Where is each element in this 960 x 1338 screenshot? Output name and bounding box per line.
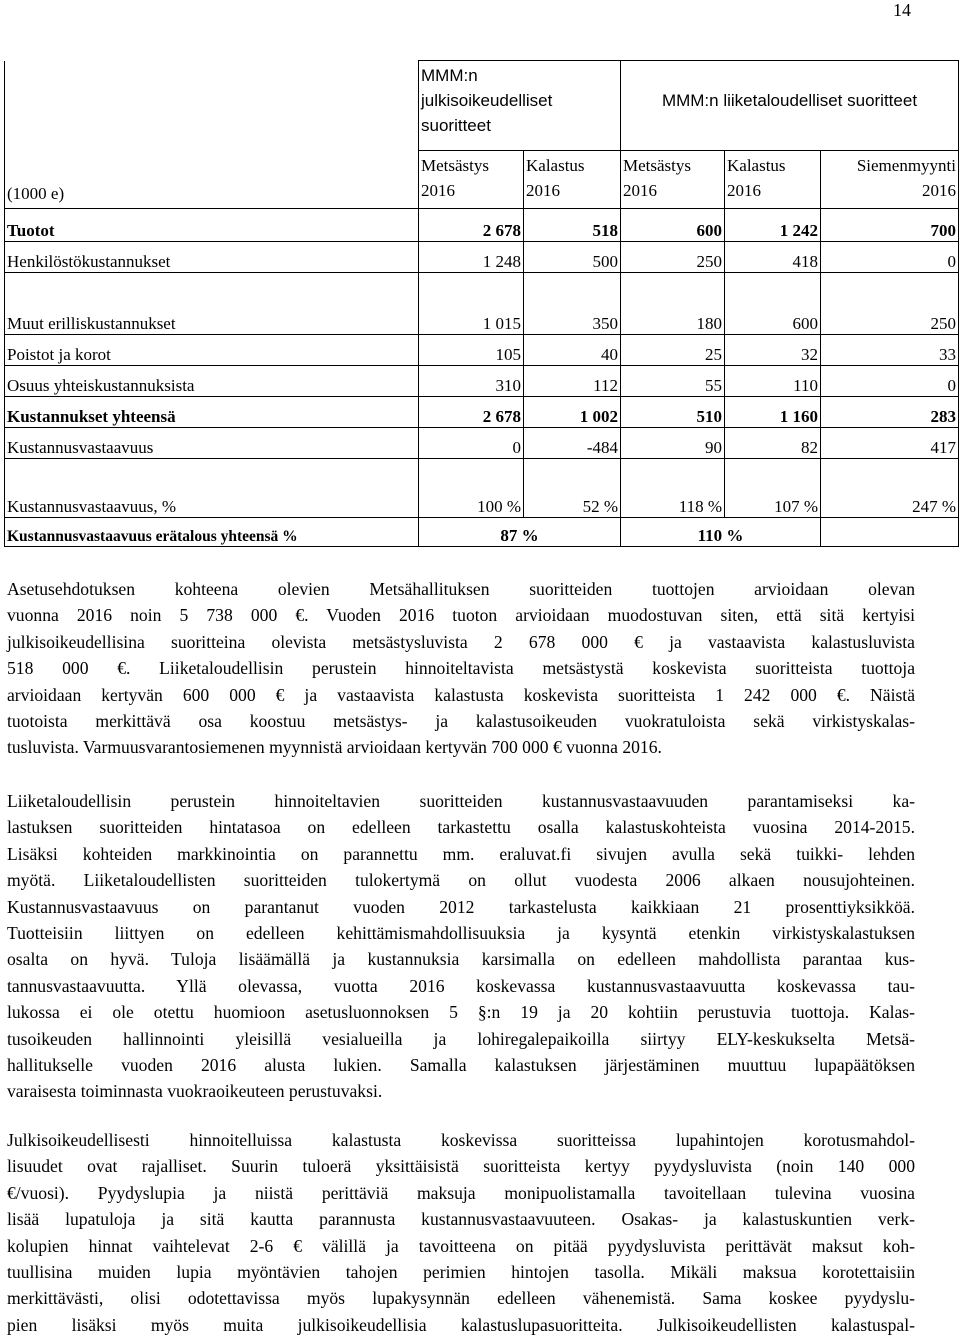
row-label: Tuotot	[5, 209, 419, 242]
cell-value: 0	[419, 428, 524, 459]
cell-value: 1 160	[725, 397, 821, 428]
text-line: Julkisoikeudellisesti hinnoitelluissa kalastusta koskevissa suoritteissa lupahintojen korotusmahdol-	[7, 1130, 915, 1150]
cell-value: 112	[524, 366, 621, 397]
public-group-header	[419, 61, 621, 151]
column-header-year: 2016	[421, 181, 455, 200]
cell-value: 0	[821, 366, 959, 397]
cell-value: 0	[821, 242, 959, 273]
row-label: Osuus yhteiskustannuksista	[5, 366, 419, 397]
text-line: 518 000 €. Liiketaloudellisin perustein hinnoiteltavista metsästystä koskevista suoritteista tuottoja	[7, 658, 915, 679]
text-line: tusluvista. Varmuusvarantosiemenen myynnistä arvioidaan kertyvän 700 000 € vuonna 2016.	[7, 737, 662, 758]
cell-value: 40	[524, 335, 621, 366]
total-business-value: 110 %	[621, 518, 821, 547]
text-line: €/vuosi). Pyydyslupia ja niistä perittäviä maksuja monipuolistamalla tavoitellaan tulevina vuosina	[7, 1182, 915, 1203]
cell-value: 250	[821, 273, 959, 335]
text-line: pien lisäksi myös muita julkisoikeudellisia kalastuslupasuoritteita. Julkisoikeudellisten kalastuspal-	[7, 1314, 915, 1335]
cell-value: 700	[821, 209, 959, 242]
table-row	[5, 366, 959, 397]
row-label: Poistot ja korot	[5, 335, 419, 366]
cell-value: 82	[725, 428, 821, 459]
cell-value: 110	[725, 366, 821, 397]
text-line: julkisoikeudellisina suoritteina olevista metsästysluvista 2 678 000 € ja vastaavista kalastusluvista	[7, 631, 915, 652]
column-header-name: Metsästys	[421, 156, 489, 175]
text-line: myötä. Liiketaloudellisten suoritteiden tulokertymä on ollut vuodesta 2006 alkaen nousujohteinen.	[7, 870, 915, 891]
cell-value: 247 %	[821, 459, 959, 518]
column-header	[524, 151, 621, 209]
cell-value: 2 678	[419, 209, 524, 242]
row-label: Kustannusvastaavuus, %	[5, 459, 419, 518]
cell-value: 250	[621, 242, 725, 273]
text-line: Liiketaloudellisin perustein hinnoiteltavien suoritteiden kustannusvastaavuuden parantamiseksi ka-	[7, 791, 915, 811]
cell-value: 417	[821, 428, 959, 459]
column-header-name: Metsästys	[623, 156, 691, 175]
row-label: Kustannusvastaavuus	[5, 428, 419, 459]
business-group-label: MMM:n liiketaloudelliset suoritteet	[661, 91, 918, 110]
cell-value: 510	[621, 397, 725, 428]
column-header-name: Kalastus	[526, 156, 585, 175]
cell-value: 600	[621, 209, 725, 242]
table-row	[5, 397, 959, 428]
paragraph-business-pricing	[7, 788, 915, 1105]
column-header-name: Kalastus	[727, 156, 786, 175]
cost-table	[4, 60, 959, 547]
cell-value: 55	[621, 366, 725, 397]
cell-value: 25	[621, 335, 725, 366]
text-line: merkittävästi, olisi odotettavissa myös lupakysynnän edelleen vähenemistä. Sama koskee pyydyslu-	[7, 1288, 915, 1309]
cell-value: 1 248	[419, 242, 524, 273]
row-label: Henkilöstökustannukset	[5, 242, 419, 273]
column-header	[821, 151, 959, 209]
text-line: Asetusehdotuksen kohteena olevien Metsähallituksen suoritteiden tuottojen arvioidaan olevan	[7, 579, 915, 599]
column-header-name: Siemenmyynti	[856, 156, 956, 175]
cell-value: 310	[419, 366, 524, 397]
cell-value: 1 015	[419, 273, 524, 335]
public-group-line-3: suoritteet	[421, 116, 491, 135]
text-line: lukossa ei ole otettu huomioon asetusluonnoksen 5 §:n 19 ja 20 kohtiin perustuvia tuottoja. Kalas-	[7, 1002, 915, 1023]
cell-value: 90	[621, 428, 725, 459]
text-line: varaisesta toiminnasta vuokraoikeuteen perustuvaksi.	[7, 1081, 383, 1102]
cell-value: -484	[524, 428, 621, 459]
unit-label: (1000 e)	[5, 151, 419, 209]
text-line: Kustannusvastaavuus on parantanut vuoden 2012 tarkastelusta kaikkiaan 21 prosenttiyksikköä.	[7, 896, 915, 917]
text-line: vuonna 2016 noin 5 738 000 €. Vuoden 2016 tuoton arvioidaan muodostuvan siten, että sitä kertyisi	[7, 605, 915, 626]
table-row	[5, 209, 959, 242]
column-header-year: 2016	[922, 181, 956, 200]
paragraph-revenue	[7, 576, 915, 761]
text-line: lisuudet ovat rajalliset. Suurin tuloerä yksittäisistä suoritteista kertyy pyydysluvista (noin 140 000	[7, 1156, 915, 1177]
text-line: lastuksen suoritteiden hintatasoa on edelleen tarkastettu osalla kalastuskohteista vuosina 2014-2015.	[7, 817, 915, 838]
text-line: hallitukselle vuoden 2016 alusta lukien. Samalla kalastuksen järjestäminen muuttuu lupapäätöksen	[7, 1055, 915, 1076]
table-row	[5, 335, 959, 366]
table-row	[5, 428, 959, 459]
cell-value: 107 %	[725, 459, 821, 518]
column-header	[419, 151, 524, 209]
text-line: tuullisina muiden lupia myöntävien tahojen perimien hintojen tasolla. Mikäli maksua korotettaisiin	[7, 1262, 915, 1283]
cell-value: 600	[725, 273, 821, 335]
text-line: Tuotteisiin liittyen on edelleen kehittämismahdollisuuksia ja kysyntä etenkin virkistyskalastuksen	[7, 923, 915, 944]
table-group-header-row	[5, 61, 959, 151]
public-group-line-1: MMM:n	[421, 66, 478, 85]
business-group-header	[621, 61, 959, 151]
cell-value: 100 %	[419, 459, 524, 518]
cell-value: 500	[524, 242, 621, 273]
cell-value: 105	[419, 335, 524, 366]
cell-value: 52 %	[524, 459, 621, 518]
total-empty-cell	[821, 518, 959, 547]
total-row	[5, 518, 959, 547]
paragraph-public-pricing	[7, 1127, 915, 1338]
table-column-header-row	[5, 151, 959, 209]
text-line: lisää lupatuloja ja sitä kautta parannusta kustannusvastaavuuteen. Osakas- ja kalastuskuntien verk-	[7, 1209, 915, 1230]
page-number: 14	[893, 0, 911, 20]
cell-value: 118 %	[621, 459, 725, 518]
cell-value: 33	[821, 335, 959, 366]
cell-value: 418	[725, 242, 821, 273]
table-row	[5, 273, 959, 335]
text-line: kolupien hinnat vaihtelevat 2-6 € välillä ja tavoitteena on pitää pyydysluvista perittävät maksut koh-	[7, 1235, 915, 1256]
table-corner-cell	[5, 61, 419, 151]
total-row-label: Kustannusvastaavuus erätalous yhteensä %	[5, 518, 419, 547]
column-header-year: 2016	[526, 181, 560, 200]
cell-value: 1 002	[524, 397, 621, 428]
cell-value: 1 242	[725, 209, 821, 242]
cell-value: 518	[524, 209, 621, 242]
row-label: Muut erilliskustannukset	[5, 273, 419, 335]
cell-value: 180	[621, 273, 725, 335]
table-row	[5, 459, 959, 518]
column-header-year: 2016	[727, 181, 761, 200]
text-line: tuotoista merkittävä osa koostuu metsästys- ja kalastusoikeuden vuokratuloista sekä virkistyskalas-	[7, 711, 915, 732]
text-line: arvioidaan kertyvän 600 000 € ja vastaavista kalastusta koskevista suoritteista 1 242 000 €. Näistä	[7, 684, 915, 705]
cell-value: 350	[524, 273, 621, 335]
text-line: osalta on hyvä. Tuloja lisäämällä ja kustannuksia karsimalla on edelleen mahdollista parantaa kus-	[7, 949, 915, 970]
public-group-line-2: julkisoikeudelliset	[421, 91, 553, 110]
text-line: tusoikeuden hallinnointi yleisillä vesialueilla ja lohiregalepaikoilla siirtyy ELY-keskukselta Metsä-	[7, 1028, 915, 1049]
column-header-year: 2016	[623, 181, 657, 200]
cell-value: 32	[725, 335, 821, 366]
cell-value: 2 678	[419, 397, 524, 428]
column-header	[621, 151, 725, 209]
text-line: tannusvastaavuutta. Yllä olevassa, vuotta 2016 koskevassa kustannusvastaavuutta koskevassa tau-	[7, 975, 915, 996]
total-public-value: 87 %	[419, 518, 621, 547]
column-header	[725, 151, 821, 209]
text-line: Lisäksi kohteiden markkinointia on parannettu mm. eraluvat.fi sivujen avulla sekä tuikki- lehden	[7, 843, 915, 864]
table-row	[5, 242, 959, 273]
cell-value: 283	[821, 397, 959, 428]
row-label: Kustannukset yhteensä	[5, 397, 419, 428]
